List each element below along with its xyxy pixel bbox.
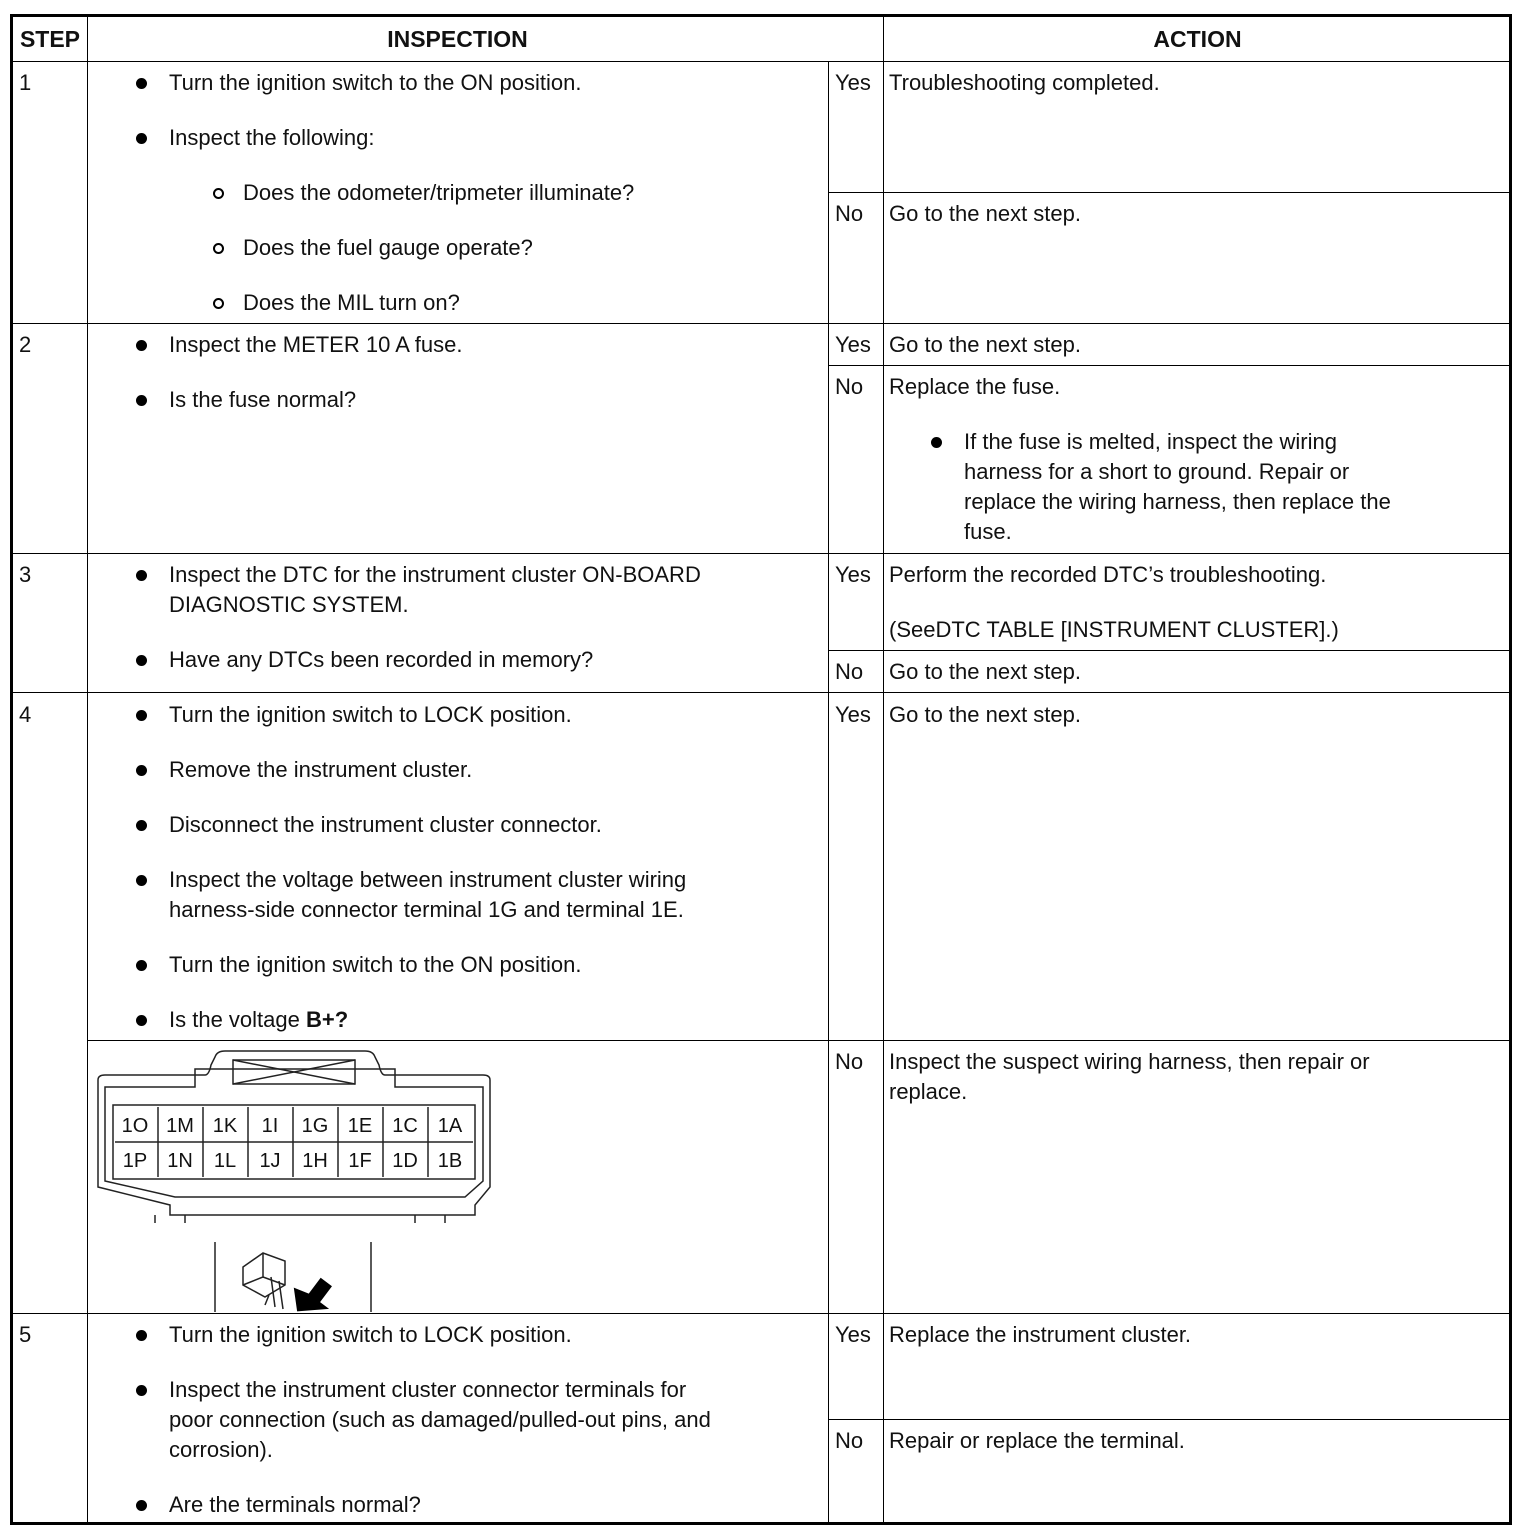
inspection-item: Inspect the instrument cluster connector terminals for: [169, 1375, 686, 1405]
inspection-subitem: Does the MIL turn on?: [243, 288, 460, 318]
yes-action: Troubleshooting completed.: [889, 70, 1160, 95]
no-action: Go to the next step.: [889, 201, 1082, 226]
terminal-label: 1H: [302, 1150, 328, 1172]
terminal-label: 1I: [261, 1115, 279, 1137]
inspection-item-continued: harness-side connector terminal 1G and terminal 1E.: [169, 897, 684, 922]
inspection-item: Have any DTCs been recorded in memory?: [169, 645, 593, 675]
yes-no-divider-4: [87, 1040, 1509, 1041]
inspection-item: Inspect the following:: [169, 123, 374, 153]
no-note-line: fuse.: [964, 519, 1012, 544]
yes-no-divider-1: [828, 192, 1509, 193]
header-inspection: INSPECTION: [387, 26, 528, 52]
terminal-label: 1J: [259, 1150, 281, 1172]
yes-no-divider-2: [828, 365, 1509, 366]
terminal-label: 1B: [437, 1150, 463, 1172]
yes-no-divider-3: [828, 650, 1509, 651]
inspection-item: Disconnect the instrument cluster connector.: [169, 810, 602, 840]
dtc-table-reference[interactable]: (SeeDTC TABLE [INSTRUMENT CLUSTER].): [889, 617, 1339, 642]
inspection-item: Is the fuse normal?: [169, 385, 356, 415]
no-note-line: If the fuse is melted, inspect the wiring: [964, 427, 1337, 457]
no-label: No: [835, 374, 864, 399]
inspection-item: Inspect the METER 10 A fuse.: [169, 330, 463, 360]
inspection-item: Inspect the voltage between instrument cluster wiring: [169, 865, 686, 895]
inspection-item-continued: DIAGNOSTIC SYSTEM.: [169, 592, 409, 617]
terminal-label: 1E: [347, 1115, 373, 1137]
no-label: No: [835, 659, 864, 684]
voltage-question: Is the voltage: [169, 1007, 306, 1032]
terminal-label: 1C: [392, 1115, 418, 1137]
no-label: No: [835, 1428, 864, 1453]
no-action-continued: replace.: [889, 1079, 968, 1104]
no-note-line: harness for a short to ground. Repair or: [964, 459, 1350, 484]
col-divider-answer: [828, 61, 829, 1522]
header-divider: [13, 61, 1509, 62]
yes-action: Go to the next step.: [889, 332, 1082, 357]
terminal-label: 1F: [348, 1150, 372, 1172]
yes-label: Yes: [835, 1322, 871, 1347]
terminal-label: 1D: [392, 1150, 418, 1172]
header-step: STEP: [19, 26, 81, 52]
inspection-item-continued: corrosion).: [169, 1437, 273, 1462]
voltage-value: B+?: [305, 1007, 349, 1032]
inspection-item: Inspect the DTC for the instrument cluster ON-BOARD: [169, 560, 701, 590]
no-action: Repair or replace the terminal.: [889, 1428, 1185, 1453]
inspection-item: Turn the ignition switch to the ON position.: [169, 950, 582, 980]
step-number: 2: [19, 332, 32, 357]
header-action: ACTION: [1153, 26, 1242, 52]
inspection-subitem: Does the odometer/tripmeter illuminate?: [243, 178, 634, 208]
row-divider-4: [13, 1313, 1509, 1314]
no-action: Go to the next step.: [889, 659, 1082, 684]
no-note-line: replace the wiring harness, then replace the: [964, 489, 1391, 514]
col-divider-action: [883, 17, 884, 1522]
inspection-item: Turn the ignition switch to the ON position.: [169, 68, 582, 98]
inspection-item: Remove the instrument cluster.: [169, 755, 472, 785]
step-number: 4: [19, 702, 32, 727]
terminal-label: 1M: [166, 1115, 194, 1137]
col-divider-step: [87, 17, 88, 1522]
terminal-label: 1N: [167, 1150, 193, 1172]
no-label: No: [835, 201, 864, 226]
terminal-label: 1L: [213, 1150, 237, 1172]
no-action: Replace the fuse.: [889, 374, 1061, 399]
inspection-item: Turn the ignition switch to LOCK position.: [169, 1320, 572, 1350]
no-label: No: [835, 1049, 864, 1074]
step-number: 3: [19, 562, 32, 587]
terminal-label: 1A: [437, 1115, 463, 1137]
row-divider-1: [13, 323, 1509, 324]
terminal-label: 1G: [301, 1115, 329, 1137]
yes-label: Yes: [835, 702, 871, 727]
inspection-item: Are the terminals normal?: [169, 1490, 421, 1520]
step-number: 5: [19, 1322, 32, 1347]
yes-action: Perform the recorded DTC’s troubleshooting.: [889, 562, 1327, 587]
yes-label: Yes: [835, 332, 871, 357]
inspection-subitem: Does the fuel gauge operate?: [243, 233, 533, 263]
row-divider-3: [13, 692, 1509, 693]
yes-action: Go to the next step.: [889, 702, 1082, 727]
row-divider-2: [13, 553, 1509, 554]
yes-no-divider-5: [828, 1419, 1509, 1420]
troubleshooting-table: [10, 14, 1512, 1525]
inspection-item: Turn the ignition switch to LOCK position.: [169, 700, 572, 730]
yes-action: Replace the instrument cluster.: [889, 1322, 1192, 1347]
terminal-label: 1O: [121, 1115, 149, 1137]
yes-label: Yes: [835, 562, 871, 587]
inspection-item: [169, 1005, 348, 1035]
step-number: 1: [19, 70, 32, 95]
no-action: Inspect the suspect wiring harness, then repair or: [889, 1049, 1370, 1074]
inspection-item-continued: poor connection (such as damaged/pulled-out pins, and: [169, 1407, 711, 1432]
connector-diagram: [95, 1047, 495, 1312]
terminal-label: 1P: [122, 1150, 148, 1172]
terminal-label: 1K: [212, 1115, 238, 1137]
yes-label: Yes: [835, 70, 871, 95]
